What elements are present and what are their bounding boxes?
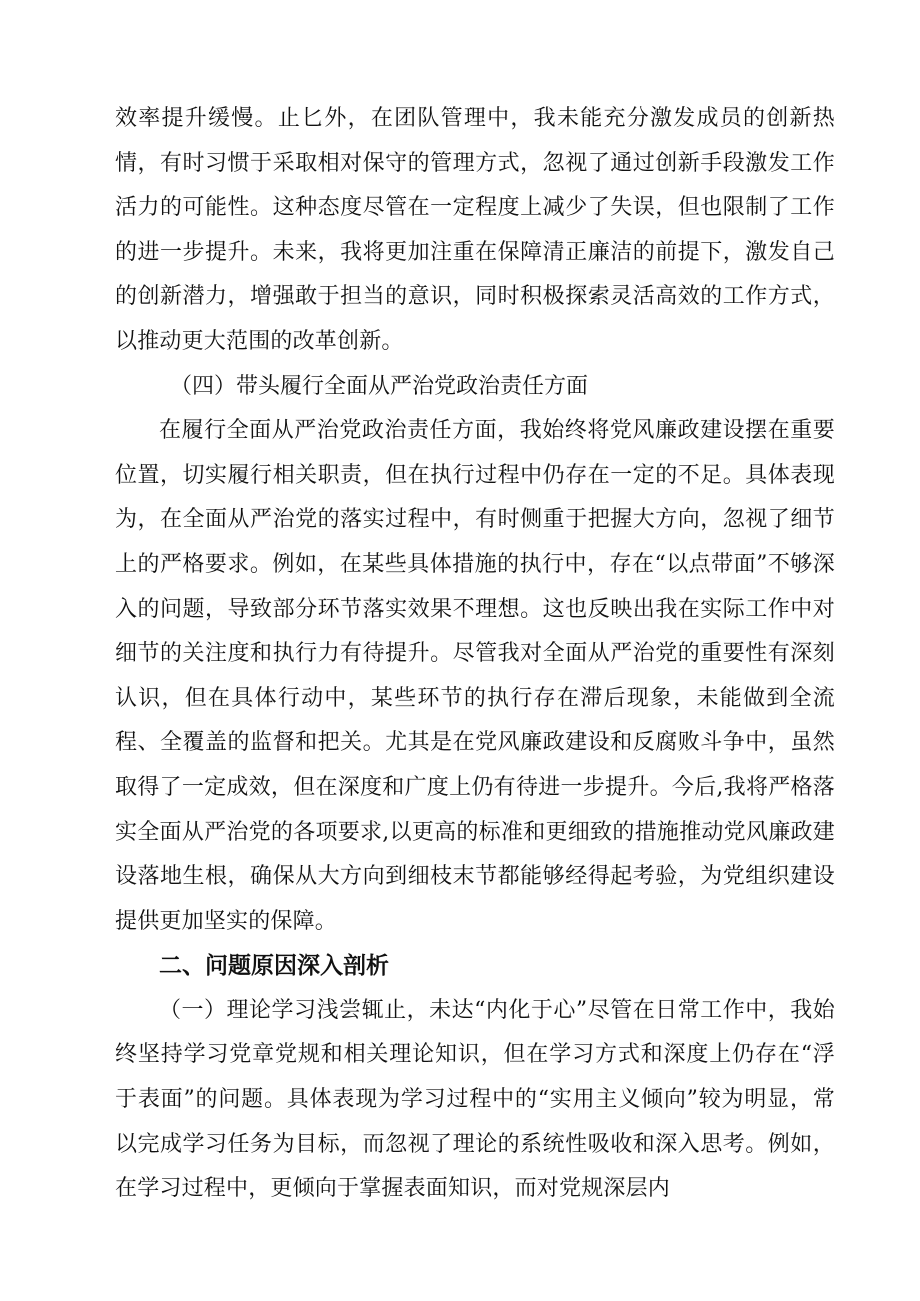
paragraph-continuation: 效率提升缓慢。止匕外，在团队管理中，我未能充分激发成员的创新热情，有时习惯于采取相对保守的管理方式，忽视了通过创新手段激发工作活力的可能性。这种态度尽管在一定程度上减少了失误，但也限制了工作的进一步提升。未来，我将更加注重在保障清正廉洁的前提下，激发自己的创新潜力，增强敢于担当的意识，同时积极探索灵活高效的工作方式，以推动更大范围的改革创新。 [115, 106, 835, 354]
document-page [115, 97, 835, 1212]
paragraph-section-4: 在履行全面从严治党政治责任方面，我始终将党风廉政建设摆在重要位置，切实履行相关职责，但在执行过程中仍存在一定的不足。具体表现为，在全面从严治党的落实过程中，有时侧重于把握大方向，忽视了细节上的严格要求。例如，在某些具体措施的执行中，存在“以点带面”不够深入的问题，导致部分环节落实效果不理想。这也反映出我在实际工作中对细节的关注度和执行力有待提升。尽管我对全面从严治党的重要性有深刻认识，但在具体行动中，某些环节的执行存在滞后现象，未能做到全流程、全覆盖的监督和把关。尤其是在党风廉政建设和反腐败斗争中，虽然取得了一定成效，但在深度和广度上仍有待进一步提升。今后,我将严格落实全面从严治党的各项要求,以更高的标准和更细致的措施推动党风廉政建设落地生根，确保从大方向到细枝末节都能够经得起考验，为党组织建设提供更加坚实的保障。 [115, 418, 835, 934]
section-heading-4: （四）带头履行全面从严治党政治责任方面 [170, 373, 589, 399]
part-heading-2: 二、问题原因深入剖析 [159, 953, 389, 980]
paragraph-part-2-sub-1: （一）理论学习浅尝辄止，未达“内化于心”尽管在日常工作中，我始终坚持学习党章党规和相关理论知识，但在学习方式和深度上仍存在“浮于表面”的问题。具体表现为学习过程中的“实用主义倾向”较为明显，常以完成学习任务为目标，而忽视了理论的系统性吸收和深入思考。例如，在学习过程中，更倾向于掌握表面知识，而对党规深层内 [115, 997, 835, 1202]
